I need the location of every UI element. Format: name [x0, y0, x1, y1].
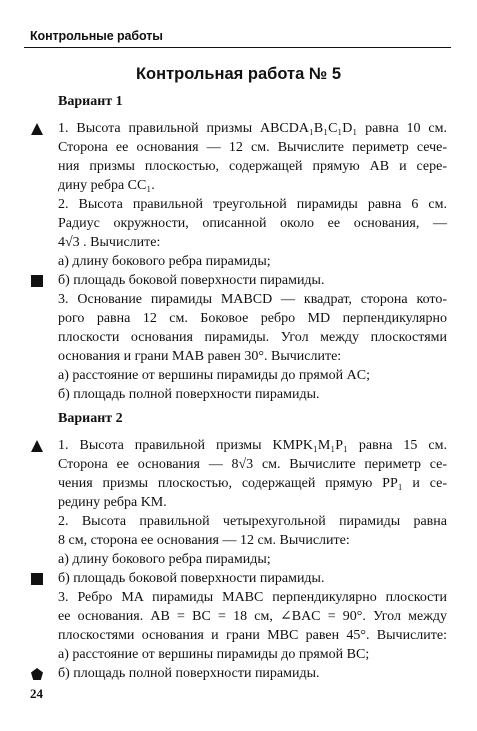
- square-icon: [30, 274, 44, 288]
- v1-problem3-line: рого равна 12 см. Боковое ребро MD перпендикулярно: [58, 311, 447, 326]
- v1-problem2-line: 2. Высота правильной треугольной пирамиды равна 6 см.: [58, 197, 447, 212]
- v2-problem3-line: плоскостями основания и грани MBC равен 45°. Вычислите:: [58, 628, 447, 643]
- v2-problem1-line: 1. Высота правильной призмы KMPK₁M₁P₁ равна 15 см.: [58, 438, 447, 453]
- page-number: 24: [30, 686, 43, 701]
- v1-problem1-line: Сторона ее основания — 12 см. Вычислите периметр сече-: [58, 140, 447, 155]
- triangle-icon: [30, 122, 44, 136]
- variant-2-heading: Вариант 2: [58, 411, 123, 426]
- v1-problem3-item-b: б) площадь полной поверхности пирамиды.: [58, 387, 320, 402]
- v1-problem3-line: 3. Основание пирамиды MABCD — квадрат, сторона кото-: [58, 292, 447, 307]
- v2-problem1-line: чения призмы плоскостью, содержащей прямую PP₁ и се-: [58, 476, 447, 491]
- v2-problem3-item-a: а) расстояние от вершины пирамиды до прямой BC;: [58, 647, 370, 662]
- v2-problem2-line: 2. Высота правильной четырехугольной пирамиды равна: [58, 514, 447, 529]
- v1-problem3-item-a: а) расстояние от вершины пирамиды до прямой AC;: [58, 368, 370, 383]
- pentagon-icon: [30, 667, 44, 681]
- v1-problem2-line: Радиус окружности, описанной около ее основания, —: [58, 216, 447, 231]
- v1-problem1-line: дину ребра CC₁.: [58, 178, 155, 193]
- v1-problem1-line: ния призмы плоскостью, содержащей прямую AB и сере-: [58, 159, 447, 174]
- variant-1-heading: Вариант 1: [58, 94, 123, 109]
- v2-problem3-line: 3. Ребро MA пирамиды MABC перпендикулярно плоскости: [58, 590, 447, 605]
- v2-problem3-line: ее основания. AB = BC = 18 см, ∠BAC = 90°. Угол между: [58, 609, 447, 624]
- v1-problem3-line: плоскости основания пирамиды. Угол между плоскостями: [58, 330, 447, 345]
- v1-problem2-item-b: б) площадь боковой поверхности пирамиды.: [58, 273, 325, 288]
- square-icon: [30, 572, 44, 586]
- v2-problem2-item-b: б) площадь боковой поверхности пирамиды.: [58, 571, 325, 586]
- v2-problem1-line: Сторона ее основания — 8√3 см. Вычислите периметр се-: [58, 457, 447, 472]
- header-rule: [24, 47, 451, 48]
- v1-problem2-item-a: а) длину бокового ребра пирамиды;: [58, 254, 271, 269]
- v2-problem1-line: редину ребра KM.: [58, 495, 167, 510]
- page-title: Контрольная работа № 5: [135, 65, 342, 83]
- running-head: Контрольные работы: [30, 29, 163, 43]
- v2-problem2-line: 8 см, сторона ее основания — 12 см. Вычислите:: [58, 533, 350, 548]
- v1-problem2-line: 4√3 . Вычислите:: [58, 235, 161, 250]
- triangle-icon: [30, 439, 44, 453]
- v1-problem1-line: 1. Высота правильной призмы ABCDA₁B₁C₁D₁ равна 10 см.: [58, 121, 447, 136]
- v1-problem3-line: основания и грани MAB равен 30°. Вычислите:: [58, 349, 342, 364]
- v2-problem3-item-b: б) площадь полной поверхности пирамиды.: [58, 666, 320, 681]
- v2-problem2-item-a: а) длину бокового ребра пирамиды;: [58, 552, 271, 567]
